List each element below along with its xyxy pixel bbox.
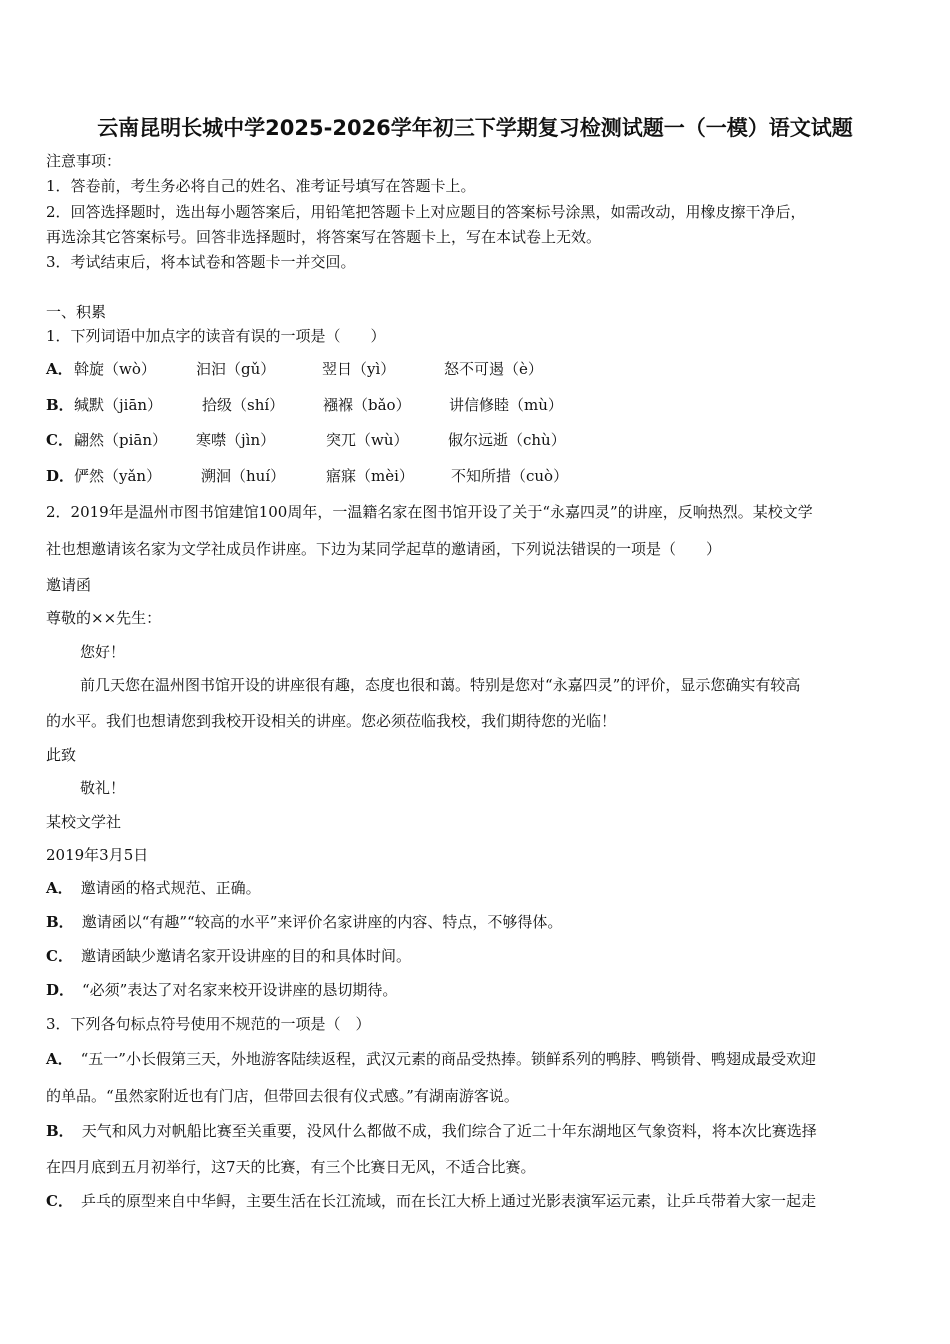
- option-word: 溯洄（huí）: [201, 467, 286, 485]
- q2-option-c: [46, 946, 411, 966]
- notice-item-1: 1．答卷前，考生务必将自己的姓名、准考证号填写在答题卡上。: [46, 177, 476, 195]
- letter-closing-2: 敬礼！: [80, 779, 126, 797]
- option-text: 邀请函以“有趣”“较高的水平”来评价名家讲座的内容、特点，不够得体。: [81, 913, 563, 931]
- option-text: 乒乓的原型来自中华鲟，主要生活在长江流域，而在长江大桥上通过光影表演军运元素，让乒乓带着大家一起走: [80, 1192, 816, 1210]
- q3-option-c-line1: [46, 1191, 816, 1211]
- option-label: B．: [46, 396, 74, 414]
- q1-stem: 1．下列词语中加点字的读音有误的一项是（ ）: [46, 327, 386, 345]
- option-label: C．: [46, 431, 73, 449]
- q3-option-a-line1: [46, 1049, 816, 1069]
- letter-body-a: 前几天您在温州图书馆开设的讲座很有趣，态度也很和蔼。特别是您对“永嘉四灵”的评价，显示您确实有较高: [80, 676, 801, 694]
- option-word: 怒不可遏（è）: [444, 360, 543, 378]
- q1-option-b: [46, 395, 563, 415]
- q1-option-a: [46, 359, 543, 379]
- option-label: C．: [46, 1192, 73, 1210]
- option-text: 邀请函缺少邀请名家开设讲座的目的和具体时间。: [80, 947, 411, 965]
- q2-option-d: [46, 980, 397, 1000]
- q3-option-b-line1: [46, 1121, 817, 1141]
- option-label: C．: [46, 947, 73, 965]
- q3-option-b-line2: 在四月底到五月初举行，这7天的比赛，有三个比赛日无风，不适合比赛。: [46, 1158, 536, 1176]
- option-label: D．: [46, 467, 75, 485]
- option-word: 不知所措（cuò）: [451, 467, 569, 485]
- option-word: 翩然（piān）: [74, 431, 168, 449]
- letter-signature: 某校文学社: [46, 813, 122, 831]
- option-word: 汩汩（gǔ）: [196, 360, 276, 378]
- option-text: “必须”表达了对名家来校开设讲座的恳切期待。: [82, 981, 398, 999]
- option-word: 拾级（shí）: [202, 396, 285, 414]
- option-word: 寤寐（mèi）: [326, 467, 414, 485]
- option-label: D．: [46, 981, 75, 999]
- notice-heading: 注意事项：: [46, 152, 122, 170]
- letter-closing-1: 此致: [46, 746, 77, 764]
- option-word: 襁褓（bǎo）: [323, 396, 411, 414]
- q1-option-c: [46, 430, 566, 450]
- option-word: 俨然（yǎn）: [74, 467, 162, 485]
- option-word: 斡旋（wò）: [74, 360, 156, 378]
- option-word: 讲信修睦（mù）: [449, 396, 563, 414]
- option-text: 邀请函的格式规范、正确。: [80, 879, 261, 897]
- page-title: 云南昆明长城中学2025-2026学年初三下学期复习检测试题一（一模）语文试题: [97, 116, 853, 140]
- q3-option-a-line2: 的单品。“虽然家附近也有门店，但带回去很有仪式感。”有湖南游客说。: [46, 1087, 519, 1105]
- q2-stem-a: 2．2019年是温州市图书馆建馆100周年，一温籍名家在图书馆开设了关于“永嘉四灵”的讲座，反响热烈。某校文学: [46, 503, 813, 521]
- option-word: 突兀（wù）: [326, 431, 409, 449]
- letter-greeting: 您好！: [80, 643, 126, 661]
- letter-body-b: 的水平。我们也想请您到我校开设相关的讲座。您必须莅临我校，我们期待您的光临！: [46, 712, 617, 730]
- q2-option-a: [46, 878, 261, 898]
- q1-option-d: [46, 466, 569, 486]
- notice-item-3: 3．考试结束后，将本试卷和答题卡一并交回。: [46, 253, 356, 271]
- option-label: A．: [46, 360, 73, 378]
- option-word: 俶尔远逝（chù）: [448, 431, 566, 449]
- option-word: 翌日（yì）: [322, 360, 396, 378]
- letter-heading: 邀请函: [46, 576, 92, 594]
- letter-date: 2019年3月5日: [46, 846, 149, 864]
- q2-stem-b: 社也想邀请该名家为文学社成员作讲座。下边为某同学起草的邀请函，下列说法错误的一项是（ ）: [46, 540, 722, 558]
- notice-item-2a: 2．回答选择题时，选出每小题答案后，用铅笔把答题卡上对应题目的答案标号涂黑，如需改动，用橡皮擦干净后，: [46, 203, 806, 221]
- section-heading: 一、积累: [46, 303, 107, 321]
- option-word: 寒噤（jìn）: [196, 431, 276, 449]
- option-label: B．: [46, 1122, 74, 1140]
- q3-stem: 3．下列各句标点符号使用不规范的一项是（ ）: [46, 1015, 371, 1033]
- option-label: A．: [46, 1050, 73, 1068]
- q2-option-b: [46, 912, 562, 932]
- option-label: B．: [46, 913, 74, 931]
- notice-item-2b: 再选涂其它答案标号。回答非选择题时，将答案写在答题卡上，写在本试卷上无效。: [46, 228, 602, 246]
- option-text: 天气和风力对帆船比赛至关重要，没风什么都做不成，我们综合了近二十年东湖地区气象资料，将本次比赛选择: [81, 1122, 817, 1140]
- option-word: 缄默（jiān）: [74, 396, 163, 414]
- letter-salutation: 尊敬的××先生：: [46, 609, 162, 627]
- option-label: A．: [46, 879, 73, 897]
- option-text: “五一”小长假第三天，外地游客陆续返程，武汉元素的商品受热捧。锁鲜系列的鸭脖、鸭锁骨、鸭翅成最受欢迎: [80, 1050, 816, 1068]
